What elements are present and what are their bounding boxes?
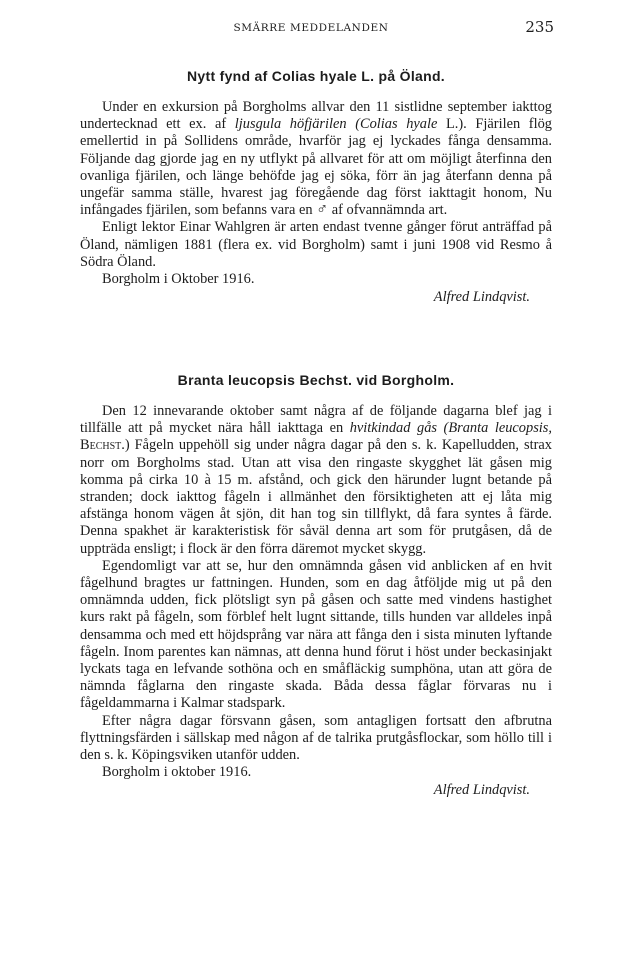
text-run: Under en exkursion på Borgholms allvar den 11 sistlidne september iakttog undertecknad ett ex. af — [80, 99, 552, 133]
paragraph: Enligt lektor Einar Wahlgren är arten endast tvenne gånger förut anträffad på Öland, nämligen 1881 (flera ex. vid Borgholm) samt i juni 1908 vid Resmo å Södra Öland. — [80, 219, 552, 270]
paragraph: Efter några dagar försvann gåsen, som antagligen fortsatt den afbrutna flyttningsfärden i sällskap med någon af de talrika prutgåsflockar, som höllo till i den s. k. Köpingsviken utanför udden. — [80, 712, 552, 764]
article-colias-hyale — [80, 68, 552, 306]
paragraph — [80, 99, 552, 219]
author-signature: Alfred Lindqvist. — [433, 289, 530, 306]
page-number: 235 — [525, 18, 554, 36]
author-signature: Alfred Lindqvist. — [433, 782, 530, 799]
italic-run: ljusgula höfjärilen (Colias hyale — [234, 116, 438, 133]
small-caps-run: Bechst. — [80, 437, 125, 454]
male-symbol: ♂ — [316, 201, 329, 219]
text-run: Den 12 innevarande oktober samt några af de följande dagarna blef jag i tillfälle att på mycket nära håll iakttaga en — [80, 403, 552, 437]
running-head: SMÄRRE MEDDELANDEN — [233, 22, 389, 34]
paragraph: Egendomligt var att se, hur den omnämnda gåsen vid anblicken af en hvit fågelhund bragtes ur fattningen. Hunden, som en dag åtföljde mig ut på den omnämnda udden, fick plötsligt syn på gåsen och satte med vindens hastighet kurs rakt på fågeln, som förblef helt lugnt sittande, tills hunden var alldeles inpå densamma och med ett höjdsprång var nära att fånga den i sista minuten lyftande fågeln. Inom parentes kan nämnas, att denna hund förut i höst under beckasinjakt lyckats taga en lefvande sothöna och en småfläckig sumphöna, utan att göra de nämnda fåglarna den ringaste skada. Båda dessa fåglar förvaras nu i fågeldammarna i Kalmar stadspark. — [80, 557, 552, 712]
text-run: ) Fågeln uppehöll sig under några dagar på den s. k. Kapelludden, strax norr om Borgholms stad. Utan att visa den ringaste skygghet lät gåsen mig komma på cirka 10 à 15 m. afstånd, och gick den härunder lugnt betande på stranden; dock iakttog fågeln i allmänhet den försiktigheten att ej låta mig afstänga honom vägen åt sjön, dit han tog sin tillflykt, då fara syntes å färde. Denna spakhet är karakteristisk för såväl denna art som för prutgåsen, då de uppträda ensligt; i flock är den förra däremot mycket skygg. — [80, 437, 552, 557]
article-title: Branta leucopsis Bechst. vid Borgholm. — [177, 372, 455, 388]
dateline: Borgholm i oktober 1916. — [102, 764, 252, 781]
article-branta-leucopsis — [80, 372, 552, 800]
text-run: af ofvannämnda art. — [328, 202, 448, 219]
text-run: L.). Fjärilen flög emellertid in på Sollidens område, hvarför jag ej lyckades fånga densamma. Följande dag gjorde jag en ny utflykt på allvaret för att om möjligt återfinna den ovanliga fjärilen, och länge behöfde jag ej söka, förr än jag återfann denna på ungefär samma ställe, hvarest jag föregående dag först iakttagit honom, Nu infångades fjärilen, som befanns vara en — [80, 116, 552, 219]
paragraph — [80, 403, 552, 558]
italic-run: hvitkindad gås (Branta leucopsis, — [349, 420, 552, 437]
article-title: Nytt fynd af Colias hyale L. på Öland. — [187, 68, 445, 84]
dateline: Borgholm i Oktober 1916. — [102, 271, 255, 288]
